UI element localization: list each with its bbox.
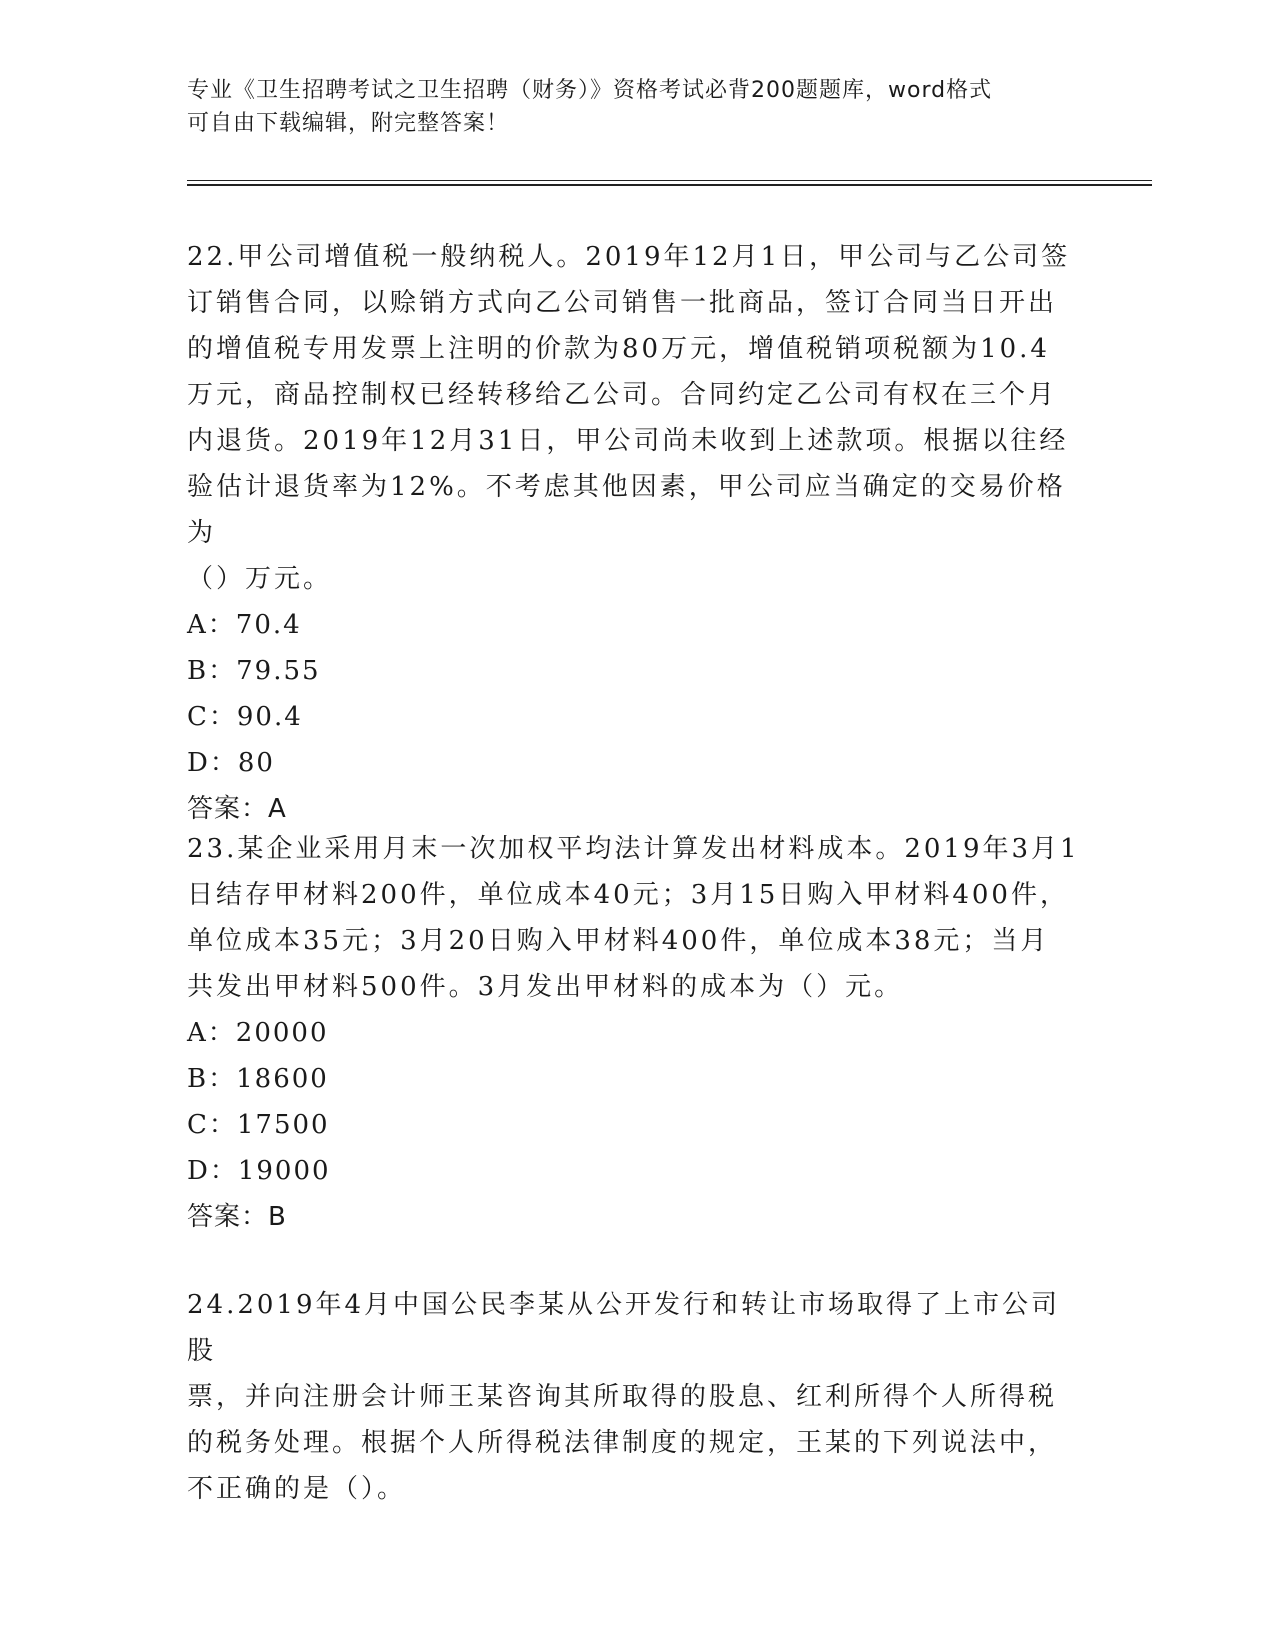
question-23 [187,826,1087,1240]
document-header [187,74,1087,140]
option-a: A：70.4 [187,610,302,640]
option-c: C：90.4 [187,702,303,732]
question-24 [187,1282,1087,1512]
option-d: D：80 [187,748,275,778]
question-text-line: 不正确的是（）。 [187,1474,407,1504]
question-22 [187,234,1087,832]
question-text-line: 共发出甲材料500件。3月发出甲材料的成本为（）元。 [187,972,904,1002]
question-text-line: 23.某企业采用月末一次加权平均法计算发出材料成本。2019年3月1 [187,834,1080,864]
option-b: B：18600 [187,1064,329,1094]
option-c: C：17500 [187,1110,330,1140]
question-text-line: 票，并向注册会计师王某咨询其所取得的股息、红利所得个人所得税 [187,1382,1058,1412]
question-text-line: 的税务处理。根据个人所得税法律制度的规定，王某的下列说法中， [187,1428,1058,1458]
question-text-line: 万元，商品控制权已经转移给乙公司。合同约定乙公司有权在三个月 [187,380,1058,410]
question-text-line: 订销售合同，以赊销方式向乙公司销售一批商品，签订合同当日开出 [187,288,1058,318]
answer: 答案：A [187,794,287,824]
option-d: D：19000 [187,1156,331,1186]
question-text-line: 内退货。2019年12月31日，甲公司尚未收到上述款项。根据以往经 [187,426,1069,456]
option-b: B：79.55 [187,656,321,686]
question-text-line: （）万元。 [187,564,333,594]
question-text-line: 24.2019年4月中国公民李某从公开发行和转让市场取得了上市公司股 [187,1290,1061,1366]
question-text-line: 验估计退货率为12%。不考虑其他因素，甲公司应当确定的交易价格为 [187,472,1066,548]
header-divider-thick [187,184,1152,186]
header-divider-thin [187,180,1152,181]
answer: 答案：B [187,1202,287,1232]
question-text-line: 日结存甲材料200件，单位成本40元；3月15日购入甲材料400件， [187,880,1069,910]
question-text-line: 22.甲公司增值税一般纳税人。2019年12月1日，甲公司与乙公司签 [187,242,1071,272]
option-a: A：20000 [187,1018,329,1048]
header-line-1: 专业《卫生招聘考试之卫生招聘（财务）》资格考试必背200题题库，word格式 [187,78,993,103]
header-line-2: 可自由下载编辑，附完整答案！ [187,111,510,136]
question-text-line: 单位成本35元；3月20日购入甲材料400件，单位成本38元；当月 [187,926,1050,956]
question-text-line: 的增值税专用发票上注明的价款为80万元，增值税销项税额为10.4 [187,334,1050,364]
